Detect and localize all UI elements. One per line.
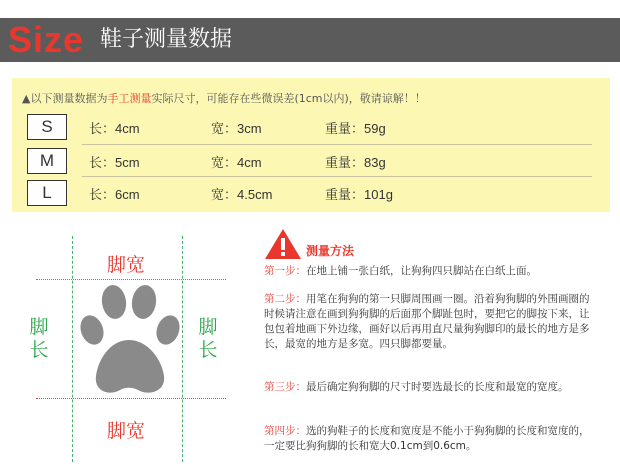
size-heading: Size: [8, 19, 85, 60]
step-number: 第二步：: [264, 293, 306, 305]
paw-diagram: [0, 226, 250, 472]
notice-highlight: 手工测量: [107, 92, 152, 105]
weight-value: 重量：59g: [325, 121, 386, 136]
width-value: 宽：3cm: [211, 121, 262, 136]
length-label-char: 脚: [198, 316, 218, 338]
length-value: 长：4cm: [89, 121, 140, 136]
width-value: 宽：4.5cm: [211, 187, 273, 202]
width-label-top: 脚宽: [107, 254, 146, 276]
guide-line-bottom: [36, 398, 226, 399]
size-label: M: [27, 148, 67, 174]
weight-value: 重量：101g: [325, 187, 393, 202]
step-number: 第三步：: [264, 381, 306, 393]
method-title: 测量方法: [306, 244, 355, 258]
notice-prefix: ▲以下测量数据为: [22, 92, 108, 105]
step-2: [264, 292, 594, 352]
notice-suffix: 实际尺寸，可能存在些微误差(1cm以内)，敬请谅解！！: [151, 92, 426, 105]
guide-line-left: [72, 236, 73, 462]
width-value: 宽：4cm: [211, 155, 262, 170]
step-3: [264, 380, 594, 395]
weight-value: 重量：83g: [325, 155, 386, 170]
size-label: S: [27, 114, 67, 140]
header-bar: [0, 18, 620, 62]
width-label-bottom: 脚宽: [107, 420, 146, 442]
guide-line-top: [36, 279, 226, 280]
step-1: [264, 264, 594, 279]
size-label: L: [27, 180, 67, 206]
step-text: 在地上铺一张白纸，让狗狗四只脚站在白纸上面。: [306, 265, 537, 277]
size-table-panel: [12, 78, 610, 212]
length-label-left: [28, 316, 50, 362]
step-number: 第四步：: [264, 425, 306, 437]
row-divider: [82, 176, 592, 177]
length-label-char: 长: [29, 339, 49, 361]
step-text: 选的狗鞋子的长度和宽度是不能小于狗狗脚的长度和宽度的，一定要比狗狗脚的长和宽大0.1cm到0.6cm。: [264, 425, 590, 452]
row-divider: [82, 144, 592, 145]
guide-line-right: [182, 236, 183, 462]
length-label-right: [197, 316, 219, 362]
length-value: 长：6cm: [89, 187, 140, 202]
step-text: 最后确定狗狗脚的尺寸时要选最长的长度和最宽的宽度。: [306, 381, 569, 393]
step-number: 第一步：: [264, 265, 306, 277]
length-value: 长：5cm: [89, 155, 140, 170]
step-text: 用笔在狗狗的第一只脚周围画一圈。沿着狗狗脚的外围画圈的时候请注意在画到狗狗脚的后面那个脚趾包时，要把它的脚按下来，让包包着地画下外边缘，画好以后再用直尺量狗狗脚印的最长的地方是多长，最宽的地方是多宽。四只脚都要量。: [264, 293, 590, 350]
measurement-notice: [22, 90, 426, 106]
page-title: 鞋子测量数据: [100, 27, 233, 52]
length-label-char: 长: [198, 339, 218, 361]
length-label-char: 脚: [29, 316, 49, 338]
warning-icon: [264, 228, 302, 260]
paw-print-icon: [78, 282, 182, 398]
step-4: [264, 424, 594, 454]
